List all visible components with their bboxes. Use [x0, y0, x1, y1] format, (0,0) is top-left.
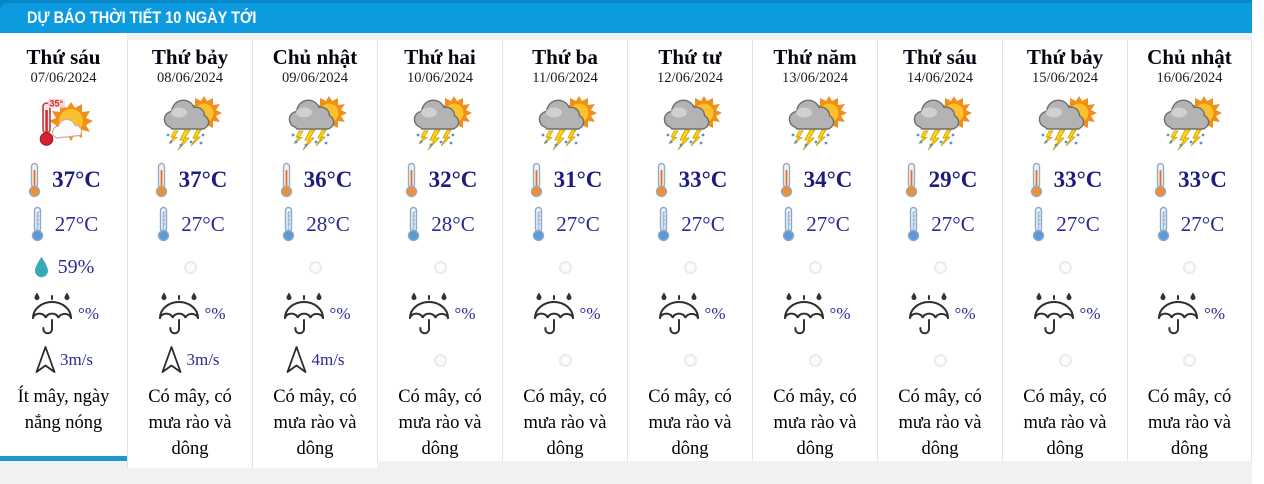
day-column[interactable] — [1127, 40, 1252, 461]
wind-row — [128, 340, 252, 380]
humidity-row — [0, 246, 127, 288]
wind-arrow-icon — [160, 345, 183, 375]
max-temp-row — [1128, 158, 1251, 202]
thermometer-blue-icon — [29, 206, 46, 242]
wind-row — [253, 340, 377, 380]
max-temp-value: 33°C — [1178, 167, 1227, 192]
weather-description: Có mây, có mưa rào và dông — [523, 387, 607, 459]
wind-speed-value: 3m/s — [59, 350, 94, 369]
humidity-row — [753, 246, 877, 288]
weather-icon-wrap — [753, 88, 877, 158]
min-temp-row — [253, 202, 377, 246]
day-column[interactable] — [1002, 40, 1127, 461]
umbrella-rain-icon — [155, 291, 203, 337]
day-date: 13/06/2024 — [781, 70, 849, 86]
day-column[interactable] — [127, 40, 252, 468]
empty-icon-placeholder — [434, 261, 447, 274]
rain-row — [1003, 288, 1127, 340]
day-column[interactable] — [252, 40, 377, 468]
max-temp-value: 37°C — [178, 167, 228, 192]
wind-speed-value: 4m/s — [311, 350, 345, 369]
min-temp-value: 27°C — [181, 211, 225, 236]
day-name: Thứ ba — [532, 45, 598, 69]
empty-icon-placeholder — [309, 261, 322, 274]
max-temp-value: 31°C — [553, 167, 603, 192]
day-column[interactable] — [877, 40, 1002, 461]
max-temp-row — [253, 158, 377, 202]
day-date: 09/06/2024 — [281, 70, 349, 86]
weather-icon-wrap — [1128, 88, 1251, 158]
min-temp-row — [628, 202, 752, 246]
empty-icon-placeholder — [184, 261, 197, 274]
day-column[interactable] — [627, 40, 752, 461]
wind-row — [1128, 340, 1251, 380]
empty-icon-placeholder — [934, 261, 947, 274]
rain-probability-value: °% — [1079, 304, 1101, 323]
thermometer-blue-icon — [280, 206, 297, 242]
day-column[interactable] — [502, 40, 627, 461]
empty-icon-placeholder — [434, 354, 447, 367]
empty-icon-placeholder — [684, 354, 697, 367]
day-date: 16/06/2024 — [1156, 70, 1223, 86]
thermometer-blue-icon — [405, 206, 422, 242]
max-temp-row — [128, 158, 252, 202]
rain-row — [628, 288, 752, 340]
day-name: Thứ sáu — [903, 45, 977, 69]
day-name: Chủ nhật — [1147, 45, 1232, 69]
max-temp-row — [753, 158, 877, 202]
days-row — [0, 33, 1252, 468]
thermometer-red-icon — [153, 162, 170, 198]
widget-header-bar — [0, 3, 1252, 33]
min-temp-value: 27°C — [1180, 211, 1225, 236]
day-date: 11/06/2024 — [532, 70, 598, 86]
max-temp-value: 33°C — [678, 167, 728, 192]
rain-row — [253, 288, 377, 340]
day-name: Thứ tư — [658, 45, 722, 69]
max-temp-value: 33°C — [1053, 167, 1103, 192]
humidity-row — [878, 246, 1002, 288]
day-name: Thứ hai — [404, 45, 476, 69]
weather-description: Có mây, có mưa rào và dông — [398, 387, 482, 459]
thermometer-red-icon — [1028, 162, 1045, 198]
weather-icon-wrap — [628, 88, 752, 158]
wind-row — [1003, 340, 1127, 380]
empty-icon-placeholder — [559, 261, 572, 274]
day-date: 12/06/2024 — [656, 70, 724, 86]
umbrella-rain-icon — [905, 291, 953, 337]
weather-description: Có mây, có mưa rào và dông — [1147, 387, 1232, 459]
storm-cloud-lightning-icon — [657, 94, 723, 152]
min-temp-value: 27°C — [681, 211, 725, 236]
wind-arrow-icon — [34, 345, 57, 375]
max-temp-row — [503, 158, 627, 202]
umbrella-rain-icon — [1154, 291, 1202, 337]
umbrella-rain-icon — [28, 291, 76, 337]
thermometer-blue-icon — [155, 206, 172, 242]
weather-icon-wrap — [378, 88, 502, 158]
empty-icon-placeholder — [934, 354, 947, 367]
min-temp-row — [503, 202, 627, 246]
thermometer-red-icon — [1152, 162, 1169, 198]
min-temp-row — [378, 202, 502, 246]
humidity-row — [253, 246, 377, 288]
humidity-row — [1128, 246, 1251, 288]
umbrella-rain-icon — [780, 291, 828, 337]
rain-row — [753, 288, 877, 340]
rain-row — [1128, 288, 1251, 340]
hot-sun-thermometer-icon — [31, 94, 97, 152]
rain-probability-value: °% — [829, 304, 851, 323]
min-temp-value: 27°C — [54, 211, 99, 236]
day-date: 07/06/2024 — [30, 70, 97, 86]
empty-icon-placeholder — [1183, 261, 1196, 274]
thermometer-blue-icon — [1030, 206, 1047, 242]
rain-probability-value: °% — [1204, 304, 1225, 323]
day-column[interactable] — [377, 40, 502, 461]
wind-arrow-icon — [285, 345, 308, 375]
weather-icon-wrap — [0, 88, 127, 158]
min-temp-row — [878, 202, 1002, 246]
storm-cloud-lightning-icon — [1032, 94, 1098, 152]
thermometer-red-icon — [278, 162, 295, 198]
weather-description: Có mây, có mưa rào và dông — [1023, 387, 1107, 459]
min-temp-row — [0, 202, 127, 246]
weather-description: Ít mây, ngày nắng nóng — [17, 387, 110, 433]
min-temp-value: 27°C — [806, 211, 850, 236]
weather-icon-wrap — [1003, 88, 1127, 158]
rain-probability-value: °% — [579, 304, 601, 323]
storm-cloud-lightning-icon — [532, 94, 598, 152]
min-temp-row — [1003, 202, 1127, 246]
max-temp-row — [628, 158, 752, 202]
weather-description: Có mây, có mưa rào và dông — [773, 387, 857, 459]
day-date: 15/06/2024 — [1031, 70, 1099, 86]
thermometer-red-icon — [403, 162, 420, 198]
storm-cloud-lightning-icon — [1157, 94, 1223, 152]
wind-row — [0, 340, 127, 380]
storm-cloud-lightning-icon — [157, 94, 223, 152]
max-temp-row — [1003, 158, 1127, 202]
min-temp-value: 27°C — [931, 211, 975, 236]
empty-icon-placeholder — [1059, 354, 1072, 367]
thermometer-red-icon — [903, 162, 920, 198]
day-date: 14/06/2024 — [906, 70, 974, 86]
wind-row — [628, 340, 752, 380]
rain-probability-value: °% — [204, 304, 226, 323]
wind-row — [503, 340, 627, 380]
humidity-row — [1003, 246, 1127, 288]
day-name: Chủ nhật — [272, 45, 358, 69]
day-column[interactable] — [752, 40, 877, 461]
min-temp-value: 28°C — [306, 211, 350, 236]
rain-probability-value: °% — [454, 304, 476, 323]
weather-description: Có mây, có mưa rào và dông — [648, 387, 732, 459]
day-date: 10/06/2024 — [406, 70, 474, 86]
max-temp-value: 36°C — [303, 167, 353, 192]
weather-icon-wrap — [503, 88, 627, 158]
day-date: 08/06/2024 — [156, 70, 224, 86]
water-droplet-icon — [33, 256, 50, 279]
thermometer-blue-icon — [905, 206, 922, 242]
min-temp-row — [753, 202, 877, 246]
rain-row — [503, 288, 627, 340]
empty-icon-placeholder — [684, 261, 697, 274]
max-temp-row — [378, 158, 502, 202]
storm-cloud-lightning-icon — [282, 94, 348, 152]
humidity-row — [128, 246, 252, 288]
min-temp-row — [128, 202, 252, 246]
storm-cloud-lightning-icon — [782, 94, 848, 152]
min-temp-value: 27°C — [1056, 211, 1100, 236]
max-temp-row — [0, 158, 127, 202]
day-name: Thứ sáu — [26, 45, 101, 69]
thermometer-red-icon — [528, 162, 545, 198]
thermometer-blue-icon — [1155, 206, 1172, 242]
umbrella-rain-icon — [655, 291, 703, 337]
weather-icon-wrap — [128, 88, 252, 158]
thermometer-blue-icon — [530, 206, 547, 242]
humidity-row — [503, 246, 627, 288]
rain-probability-value: °% — [954, 304, 976, 323]
weather-icon-wrap — [878, 88, 1002, 158]
min-temp-value: 27°C — [556, 211, 600, 236]
empty-icon-placeholder — [1059, 261, 1072, 274]
rain-row — [878, 288, 1002, 340]
widget-title: DỰ BÁO THỜI TIẾT 10 NGÀY TỚI — [27, 8, 257, 27]
wind-speed-value: 3m/s — [186, 350, 220, 369]
weather-description: Có mây, có mưa rào và dông — [148, 387, 232, 459]
max-temp-value: 34°C — [803, 167, 853, 192]
thermometer-blue-icon — [780, 206, 797, 242]
storm-cloud-lightning-icon — [907, 94, 973, 152]
wind-row — [878, 340, 1002, 380]
svg-text:35°: 35° — [49, 98, 63, 109]
rain-row — [128, 288, 252, 340]
storm-cloud-lightning-icon — [407, 94, 473, 152]
empty-icon-placeholder — [559, 354, 572, 367]
min-temp-row — [1128, 202, 1251, 246]
rain-row — [0, 288, 127, 340]
wind-row — [378, 340, 502, 380]
day-name: Thứ bảy — [1026, 45, 1104, 69]
humidity-row — [378, 246, 502, 288]
wind-row — [753, 340, 877, 380]
weather-icon-wrap — [253, 88, 377, 158]
umbrella-rain-icon — [405, 291, 453, 337]
umbrella-rain-icon — [530, 291, 578, 337]
thermometer-blue-icon — [655, 206, 672, 242]
max-temp-value: 29°C — [928, 167, 978, 192]
max-temp-value: 32°C — [428, 167, 478, 192]
humidity-value: 59% — [57, 255, 95, 278]
thermometer-red-icon — [778, 162, 795, 198]
rain-probability-value: °% — [78, 304, 99, 323]
umbrella-rain-icon — [1030, 291, 1078, 337]
max-temp-row — [878, 158, 1002, 202]
empty-icon-placeholder — [1183, 354, 1196, 367]
umbrella-rain-icon — [280, 291, 328, 337]
day-name: Thứ năm — [773, 45, 857, 69]
day-name: Thứ bảy — [151, 45, 229, 69]
max-temp-value: 37°C — [52, 167, 101, 192]
thermometer-red-icon — [653, 162, 670, 198]
weather-description: Có mây, có mưa rào và dông — [273, 387, 357, 459]
thermometer-red-icon — [26, 162, 43, 198]
rain-probability-value: °% — [329, 304, 351, 323]
rain-row — [378, 288, 502, 340]
day-column[interactable] — [0, 33, 127, 461]
min-temp-value: 28°C — [431, 211, 475, 236]
widget-header — [0, 0, 1252, 33]
empty-icon-placeholder — [809, 354, 822, 367]
rain-probability-value: °% — [704, 304, 726, 323]
weather-description: Có mây, có mưa rào và dông — [898, 387, 982, 459]
empty-icon-placeholder — [809, 261, 822, 274]
humidity-row — [628, 246, 752, 288]
